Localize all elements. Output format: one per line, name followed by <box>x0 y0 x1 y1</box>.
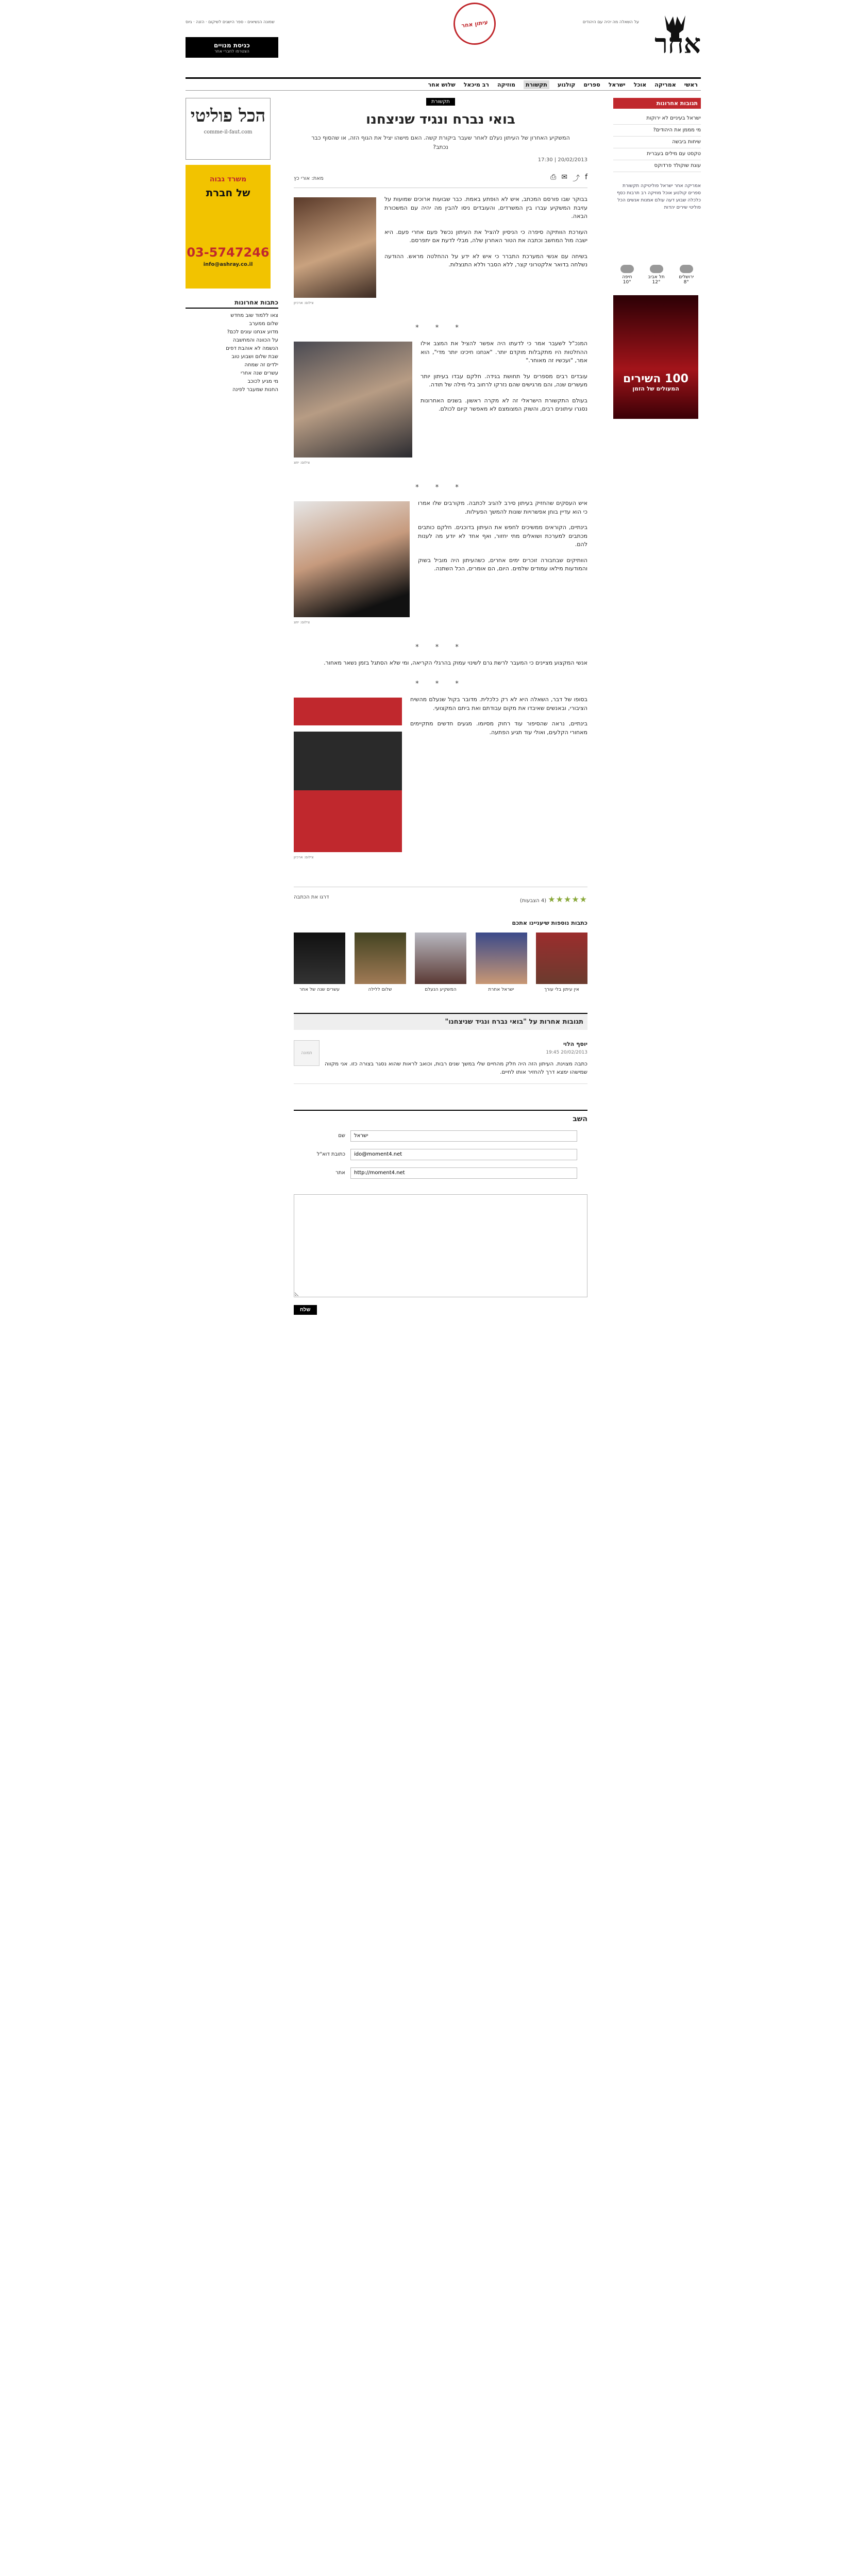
related-item[interactable] <box>415 933 466 992</box>
weather-widget <box>613 265 701 285</box>
email-field[interactable] <box>350 1149 577 1160</box>
songs-banner[interactable] <box>613 295 698 419</box>
nav-item[interactable]: רב מיכאל <box>463 81 489 88</box>
related-title[interactable]: אין עיתון בלי עורך <box>544 987 579 992</box>
list-item[interactable]: מדוע אנחנו עונים לכם? <box>227 329 278 335</box>
nav-item[interactable]: שלוש אחר <box>428 81 456 88</box>
list-item[interactable]: ישראל בעיניים לא ירוקות <box>613 113 701 125</box>
article-rating <box>294 887 587 904</box>
name-label: שם <box>338 1133 345 1139</box>
weather-temp: 12° <box>652 280 661 285</box>
section-separator: * * * <box>415 643 466 651</box>
list-item[interactable]: על הכוונה והמחשבה <box>232 337 278 343</box>
ad-line: משרד גבוה <box>209 175 247 183</box>
related-articles <box>294 933 587 992</box>
comment-author[interactable]: יוסף הלוי <box>563 1040 587 1047</box>
photo-credit: צילום: ארכיון <box>294 855 314 859</box>
mail-icon[interactable]: ✉ <box>561 173 568 181</box>
submit-button[interactable]: שלח <box>294 1305 317 1315</box>
article-paragraph: בינתיים, הקוראים ממשיכים לחפש את העיתון בדוכנים. חלקם כותבים מכתבים למערכת ושואלים מתי יחזור, ואף אחד לא יודע מה לענות להם. <box>418 524 587 548</box>
recent-comments-list <box>613 113 701 172</box>
list-item[interactable]: עשרים שנה אחרי <box>241 370 278 376</box>
weather-city <box>679 265 694 285</box>
photo-credit: צילום: ארכיון <box>294 301 314 305</box>
section-separator: * * * <box>415 324 466 332</box>
website-label: אתר <box>335 1170 345 1176</box>
tool-icons <box>550 173 587 183</box>
ad-phone: 03-5747246 <box>187 245 270 260</box>
comment-body <box>325 1040 587 1076</box>
related-item[interactable] <box>294 933 345 992</box>
banner-title: 100 השירים <box>623 372 688 385</box>
photo-credit: צילום: יחצ <box>294 620 310 624</box>
photo-man <box>294 342 412 457</box>
comments-heading: תגובות אחרות על "בואי נברח ונגיד שניצחנו" <box>294 1013 587 1030</box>
article-body <box>294 195 587 866</box>
article-paragraph: עובדים רבים מספרים על תחושת בגידה. חלקם עבדו בעיתון יותר מעשרים שנה, והם מרגישים שהם נזרקו לרחוב בלי מילה של תודה. <box>421 372 587 388</box>
rating-count: (4 הצבעות) <box>519 897 547 904</box>
list-item[interactable]: שלום ממערב <box>249 321 278 327</box>
nav-item[interactable]: ישראל <box>608 81 626 88</box>
page <box>186 0 701 2576</box>
related-heading: כתבות נוספות שיעניינו אתכם <box>512 919 587 926</box>
article-paragraph: הוותיקים שבחבורה זוכרים ימים אחרים, כשהעיתון היה מוביל בשוק והמודעות מילאו עמודים שלמים. היום, הם אומרים, הכל השתנה. <box>418 556 587 572</box>
article-photo <box>294 197 376 308</box>
ad-banner-office[interactable] <box>186 165 271 289</box>
site-name[interactable]: אחר <box>654 28 701 60</box>
weather-city <box>620 265 634 285</box>
nav-item-active[interactable]: תקשורת <box>524 80 549 89</box>
related-item[interactable] <box>476 933 527 992</box>
recent-articles-list <box>186 312 278 394</box>
right-sidebar-heading: תגובות אחרונות <box>613 98 701 109</box>
nav-item[interactable]: אוכל <box>633 81 647 88</box>
article-paragraph: איש העסקים שהחזיק בעיתון סירב להגיב לכתבה. מקורבים שלו אמרו כי הוא עדיין בוחן אפשרויות שונות להמשך הפעילות. <box>418 500 587 515</box>
right-sidebar <box>613 98 701 419</box>
email-label: כתובת דוא"ל <box>316 1151 345 1157</box>
list-item[interactable]: מי מממן את היהודים? <box>613 125 701 137</box>
comment <box>294 1040 587 1084</box>
article-paragraph: בשיחה עם אנשי המערכת התברר כי איש לא ידע על ההחלטה מראש. ההודעה נשלחה בדואר אלקטרוני קצר, ללא הסבר וללא התנצלות. <box>384 252 587 268</box>
section-separator: * * * <box>415 483 466 492</box>
avatar: תמונה <box>294 1040 320 1066</box>
weather-city-name: ירושלים <box>679 275 694 280</box>
comment-text: כתבה מצוינת. העיתון הזה היה חלק מהחיים שלי במשך שנים רבות, וכואב לראות שהוא נסגר בצורה כזו. אני מקווה שמישהו ימצא דרך להחזיר אותו לחיים. <box>325 1060 587 1075</box>
related-title[interactable]: עשרים שנה של אחר <box>299 987 340 992</box>
tag-cloud[interactable]: אמריקה אחר ישראל פוליטיקה תקשורת ספרים קולנוע אוכל מוזיקה רב תרבות כסף כלכלה שבוע דעה עולם אמנות אנשים הכל פוליטי שירים יהדות <box>617 183 701 210</box>
share-icon[interactable]: ⤴ <box>573 175 580 183</box>
ad-line: של חברת <box>206 187 250 199</box>
related-item[interactable] <box>536 933 587 992</box>
cloud-icon <box>650 265 663 273</box>
weather-temp: 8° <box>683 280 689 285</box>
list-item[interactable]: שיחות ביבשה <box>613 137 701 148</box>
related-thumb[interactable] <box>476 933 527 984</box>
rating-label: דרגו את הכתבה <box>294 894 329 900</box>
login-box[interactable] <box>186 37 278 58</box>
login-sub: הצטרפו לחברי אחר <box>214 48 249 54</box>
list-item[interactable]: טקסט עם מילים בעברית <box>613 148 701 160</box>
article-photo <box>294 342 412 467</box>
weather-city-name: חיפה <box>622 275 632 280</box>
website-field[interactable] <box>350 1167 577 1179</box>
weather-city <box>648 265 664 285</box>
article-photo <box>294 501 410 627</box>
nav-item[interactable]: ראשי <box>684 81 698 88</box>
list-item[interactable]: הנשמה לא אוהבת דפים <box>226 346 278 351</box>
related-thumb[interactable] <box>415 933 466 984</box>
related-title[interactable]: המשקיע הנעלם <box>425 987 457 992</box>
nav-item[interactable]: ספרים <box>583 81 600 88</box>
facebook-icon[interactable]: f <box>585 173 587 181</box>
nav-item[interactable]: מוזיקה <box>497 81 515 88</box>
nav-item[interactable]: אמריקה <box>654 81 676 88</box>
list-item[interactable]: החנות שמעבר לפינה <box>232 387 278 393</box>
comment-date: 20/02/2013 19:45 <box>546 1049 587 1055</box>
site-stamp: עיתון אחר <box>451 0 499 47</box>
article-tools <box>294 169 587 188</box>
related-title[interactable]: שלום ללילה <box>368 987 392 992</box>
login-label: כניסת מנויים <box>214 41 250 49</box>
photo-newspaper <box>294 698 402 852</box>
top-bar <box>186 20 701 27</box>
article-title: בואי נברח ונגיד שניצחנו <box>366 112 515 127</box>
form-row-email <box>294 1149 587 1160</box>
banner-subtitle: המעולים של הזמן <box>632 385 679 392</box>
photo-woman <box>294 197 376 298</box>
weather-city-name: תל אביב <box>648 275 665 280</box>
photo-man-2 <box>294 501 410 617</box>
ad-banner-politics[interactable] <box>186 98 271 160</box>
nav-item[interactable]: קולנוע <box>557 81 576 88</box>
cloud-icon <box>680 265 693 273</box>
article-paragraph: אנשי המקצוע מציינים כי המעבר לרשת גרם לשינוי עמוק בהרגלי הקריאה, ומי שלא הסתגל בזמן נשאר מאחור. <box>324 659 587 666</box>
related-title[interactable]: ישראל אחרת <box>488 987 514 992</box>
article <box>294 98 587 1315</box>
ad-url: comme-il-faut.com <box>204 129 253 135</box>
article-paragraph: בעולם התקשורת הישראלי זה לא מקרה ראשון. בשנים האחרונות נסגרו עיתונים רבים, והשוק המצומצם לא מאפשר קיום לכולם. <box>421 397 587 412</box>
name-field[interactable] <box>350 1130 577 1142</box>
section-label[interactable]: תקשורת <box>426 98 455 106</box>
reply-heading: השב <box>573 1114 587 1123</box>
author-link[interactable]: מאת: אורי כץ <box>294 175 324 181</box>
print-icon[interactable]: ⎙ <box>550 173 557 181</box>
article-date: 20/02/2013 | 17:30 <box>537 157 587 163</box>
main-nav <box>186 77 701 91</box>
section-separator: * * * <box>415 680 466 688</box>
weather-temp: 10° <box>623 280 631 285</box>
form-row-site <box>294 1167 587 1179</box>
article-subtitle: המשקיע האחרון של העיתון נעלם לאחר שעבר ביקורת קשה. האם מישהו יציל את הגוף הזה, או שהסוף כבר נכתב? <box>311 134 570 150</box>
article-paragraph: בינתיים, נראה שהסיפור עוד רחוק מסיומו. מגעים חדשים מתקיימים מאחורי הקלעים, ואולי עוד תגיע הפתעה. <box>410 720 587 736</box>
photo-credit: צילום: יחצ <box>294 461 310 465</box>
cloud-icon <box>620 265 634 273</box>
article-paragraph: המנכ"ל לשעבר אמר כי לדעתו היה אפשר להציל את המצב אילו ההחלטות היו מתקבלות מוקדם יותר. "אנחנו חיכינו יותר מדי", הוא אמר, "ועכשיו זה מאוחר." <box>421 340 587 364</box>
related-thumb[interactable] <box>536 933 587 984</box>
article-photo <box>294 698 402 862</box>
ad-email: info@ashray.co.il <box>203 262 253 267</box>
article-paragraph: העורכת הוותיקה סיפרה כי הניסיון להציל את העיתון נכשל פעם אחרי פעם. היא ישבה מול המחשב וכתבה את הטור האחרון שלה, מבלי לדעת אם יתפרסם. <box>384 228 587 244</box>
left-sidebar <box>186 98 278 394</box>
related-thumb[interactable] <box>355 933 406 984</box>
list-item[interactable]: צאו ללמוד שוב מחדש <box>230 313 278 318</box>
comment-textarea[interactable] <box>294 1194 587 1297</box>
article-paragraph: בבוקר שבו פורסם המכתב, איש לא הופתע באמת. כבר שבועות ארוכים שמועות על עזיבת המשקיע עברו בין המשרדים, והעובדים ניסו להבין מה יהיה עם המשכורת הבאה. <box>384 196 587 219</box>
reply-form <box>294 1110 587 1313</box>
related-item[interactable] <box>355 933 406 992</box>
top-bar-left[interactable]: שמונה הנשיאים - ספר הישגים לשיקום · הזנה · גיוס <box>186 20 275 24</box>
related-thumb[interactable] <box>294 933 345 984</box>
list-item[interactable]: ילדים זה שמחה <box>244 362 278 368</box>
list-item[interactable]: עוגת שוקולד פרדוקס <box>613 160 701 172</box>
list-item[interactable]: מי מגיע לכוכב <box>247 379 278 384</box>
list-item[interactable]: שבת שלום ושבוע טוב <box>231 354 278 360</box>
recent-articles-heading: כתבות אחרונות <box>186 299 278 309</box>
article-paragraph: בסופו של דבר, השאלה היא לא רק כלכלית. מדובר בקול שנעלם מהשיח הציבורי, ובאנשים שאיבדו את מקום עבודתם ואת ביתם המקצועי. <box>410 696 587 711</box>
ad-title: הכל פוליטי <box>190 106 266 126</box>
rating-stars[interactable]: ★★★★★ <box>548 894 587 904</box>
top-bar-right[interactable]: על השאלה מה יהיה עם היהודים <box>582 20 639 24</box>
form-row-name <box>294 1130 587 1142</box>
